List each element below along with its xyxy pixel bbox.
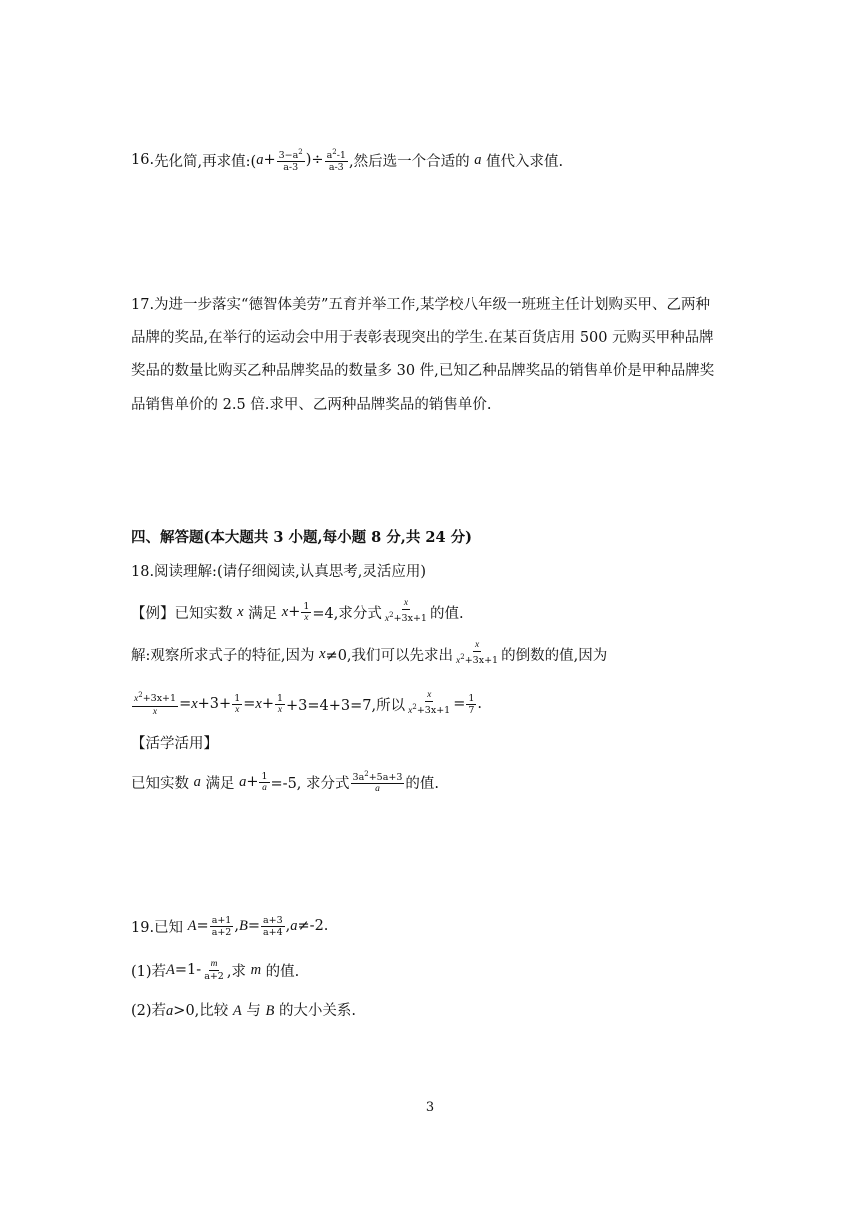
q17-line-3: 奖品的数量比购买乙种品牌奖品的数量多 30 件,已知乙种品牌奖品的销售单价是甲种品牌奖 <box>131 363 715 379</box>
var-a: a <box>474 151 482 168</box>
section-4-title: 四、解答题(本大题共 3 小题,每小题 8 分,共 24 分) <box>131 529 472 546</box>
plus-sign: + <box>263 152 276 168</box>
frac-1-over-7: $\frac{1}{7}$ <box>468 692 475 716</box>
q18-apply-line: 已知实数 a 满足 a + $\frac{1}{a}$ =-5, 求分式 $\frac{3a^2+5a+3}{a}$ 的值. <box>131 769 440 795</box>
q16-text: 先化简,再求值:( <box>154 153 257 170</box>
q17-line-4: 品销售单价的 2.5 倍.求甲、乙两种品牌奖品的销售单价. <box>131 397 492 413</box>
q18-calc-line: $\frac{x^2+3x+1}{x}$ = x +3+ $\frac{1}{x}$ = x + $\frac{1}{x}$ +3=4+3=7,所以 $\frac{x}{x^2+3x+1}$ = $\frac{1}{7}$ . <box>134 690 483 717</box>
var-a: a <box>193 773 201 790</box>
q19-line: 19.已知 A = $\frac{a+1}{a+2}$ , B = $\frac{a+3}{a+4}$ , a ≠-2. <box>131 914 329 938</box>
q18-solution-line: 解:观察所求式子的特征,因为 x ≠0,我们可以先求出 $\frac{x}{x^2+3x+1}$ 的倒数的值,因为 <box>131 640 608 667</box>
q16-fraction-2: $\frac{a^2-1}{a-3}$ <box>326 147 346 174</box>
frac-1-over-x: $\frac{1}{x}$ <box>276 692 284 715</box>
var-A: A <box>187 917 197 934</box>
q16-text-2: ,然后选一个合适的 <box>348 153 470 170</box>
q16-line <box>131 142 563 178</box>
q19-part-2: (2)若a>0,比较 A 与 B 的大小关系. <box>131 1003 357 1019</box>
frac-x-over-quadratic: $\frac{x}{x^2+3x+1}$ <box>408 690 451 717</box>
var-a: a <box>256 151 264 168</box>
q17-line-1: 17.为进一步落实“德智体美劳”五育并举工作,某学校八年级一班班主任计划购买甲、乙两种 <box>131 297 710 313</box>
frac-m: $\frac{m}{a+2}$ <box>204 958 224 982</box>
q16-fraction-1: $\frac{3-a^2}{a-3}$ <box>278 147 303 174</box>
frac-apply: $\frac{3a^2+5a+3}{a}$ <box>352 769 403 795</box>
frac-x-over-quadratic: $\frac{x}{x^2+3x+1}$ <box>384 598 427 625</box>
frac-quadratic-over-x: $\frac{x^2+3x+1}{x}$ <box>134 691 177 717</box>
frac-1-over-a: $\frac{1}{a}$ <box>261 770 268 793</box>
frac-B: $\frac{a+3}{a+4}$ <box>262 914 283 938</box>
q18-intro: 18.阅读理解:(请仔细阅读,认真思考,灵活应用) <box>131 564 426 580</box>
q17-line-2: 品牌的奖品,在举行的运动会中用于表彰表现突出的学生.在某百货店用 500 元购买甲种品牌 <box>131 330 714 346</box>
q16-text-3: 值代入求值. <box>486 153 564 170</box>
divide-sign: )÷ <box>305 152 324 168</box>
frac-1-over-x: $\frac{1}{x}$ <box>303 600 310 623</box>
var-x: x <box>237 603 244 620</box>
frac-x-over-quadratic: $\frac{x}{x^2+3x+1}$ <box>456 640 499 667</box>
q16-number: 16. <box>131 152 155 168</box>
q19-part-1: (1)若 A =1- $\frac{m}{a+2}$ ,求 m 的值. <box>131 958 300 982</box>
q18-example-line: 【例】已知实数 x 满足 x + $\frac{1}{x}$ =4,求分式 $\frac{x}{x^2+3x+1}$ 的值. <box>131 598 464 625</box>
frac-1-over-x: $\frac{1}{x}$ <box>234 692 241 715</box>
var-B: B <box>238 917 248 934</box>
apply-title: 【活学活用】 <box>131 736 218 752</box>
frac-A: $\frac{a+1}{a+2}$ <box>211 914 232 938</box>
page-number: 3 <box>425 1100 435 1115</box>
